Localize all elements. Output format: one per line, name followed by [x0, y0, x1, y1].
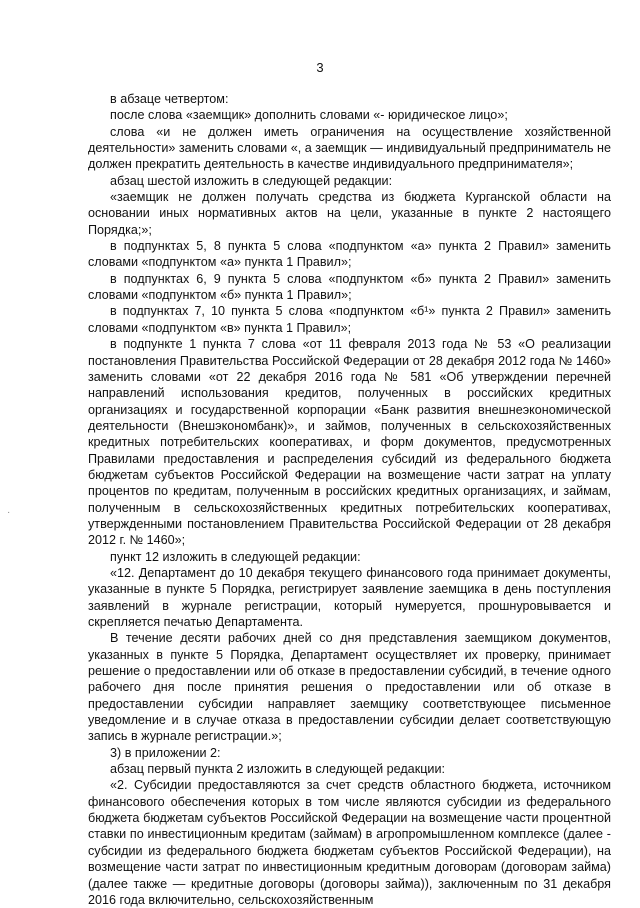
paragraph: в абзаце четвертом: [110, 92, 229, 106]
paragraph: пункт 12 изложить в следующей редакции: [110, 549, 361, 564]
paragraph: «12. Департамент до 10 декабря текущего финансового года принимает документы, указанные в пункте 5 Порядка, регистрирует заявление заемщика в день поступления заявлений в журнале регистрации, который нумеруется, прошнуровывается и скрепляется печатью Департамента. [88, 565, 611, 629]
document-body [88, 91, 611, 908]
paragraph: В течение десяти рабочих дней со дня представления заемщиком документов, указанных в пункте 5 Порядка, Департамент осуществляет их проверку, принимает решение о предоставлении или об отказе в предоставлении субсидий, в течение одного рабочего дня после принятия решения о предоставлении или об отказе в предоставлении субсидии направляет заемщику соответствующее письменное уведомление и в случае отказа в предоставлении субсидии делает соответствующую запись в журнале регистрации.»; [88, 631, 611, 744]
paragraph: в подпунктах 5, 8 пункта 5 слова «подпунктом «а» пункта 2 Правил» заменить словами «подпунктом «а» пункта 1 Правил»; [88, 239, 611, 270]
paragraph: абзац шестой изложить в следующей редакции: [110, 173, 393, 188]
paragraph: «заемщик не должен получать средства из бюджета Курганской области на основании иных нормативных актов на цели, указанные в пункте 2 настоящего Порядка;»; [88, 190, 611, 237]
paragraph: «2. Субсидии предоставляются за счет средств областного бюджета, источником финансового обеспечения которых в том числе являются субсидии из федерального бюджета бюджетам субъектов Российской Федерации на возмещение части процентной ставки по инвестиционным кредитам (займам) в агропромышленном комплексе (далее - субсидии из федерального бюджета бюджетам субъектов Российской Федерации), на возмещение части затрат по инвестиционным кредитным договорам (договорам займа) (далее также — кредитные договоры (договоры займа)), заключенным по 31 декабря 2016 года включительно, сельскохозяйственным [88, 778, 611, 907]
paragraph: в подпунктах 6, 9 пункта 5 слова «подпунктом «б» пункта 2 Правил» заменить словами «подпунктом «б» пункта 1 Правил»; [88, 271, 611, 303]
paragraph: 3) в приложении 2: [110, 745, 221, 760]
margin-mark: · [7, 507, 11, 518]
paragraph: абзац первый пункта 2 изложить в следующей редакции: [110, 762, 445, 777]
paragraph: слова «и не должен иметь ограничения на осуществление хозяйственной деятельности» заменить словами «, а заемщик — индивидуальный предприниматель не должен прекратить деятельность в качестве индивидуального предпринимателя»; [88, 124, 611, 172]
paragraph: в подпункте 1 пункта 7 слова «от 11 февраля 2013 года № 53 «О реализации постановления Правительства Российской Федерации от 28 декабря 2012 года № 1460» заменить словами «от 22 декабря 2016 года № 581 «Об утверждении перечней направлений использования кредитов, полученных в российских кредитных организациях и государственной корпорации «Банк развития внешнеэкономической деятельности (Внешэкономбанк)», и займов, полученных в сельскохозяйственных кредитных потребительских кооперативах, и форм документов, предусмотренных Правилами предоставления и распределения субсидий из федерального бюджета бюджетам субъектов Российской Федерации на возмещение части затрат на уплату процентов по кредитам, полученным в российских кредитных организациях, и займам, полученным в сельскохозяйственных кредитных потребительских кооперативах, утвержденными постановлением Правительства Российской Федерации от 28 декабря 2012 г. № 1460»; [88, 337, 611, 548]
page-number: 3 [316, 60, 324, 75]
paragraph: в подпунктах 7, 10 пункта 5 слова «подпунктом «б¹» пункта 2 Правил» заменить словами «подпунктом «в» пункта 1 Правил»; [88, 304, 611, 335]
paragraph: после слова «заемщик» дополнить словами «- юридическое лицо»; [110, 108, 508, 123]
